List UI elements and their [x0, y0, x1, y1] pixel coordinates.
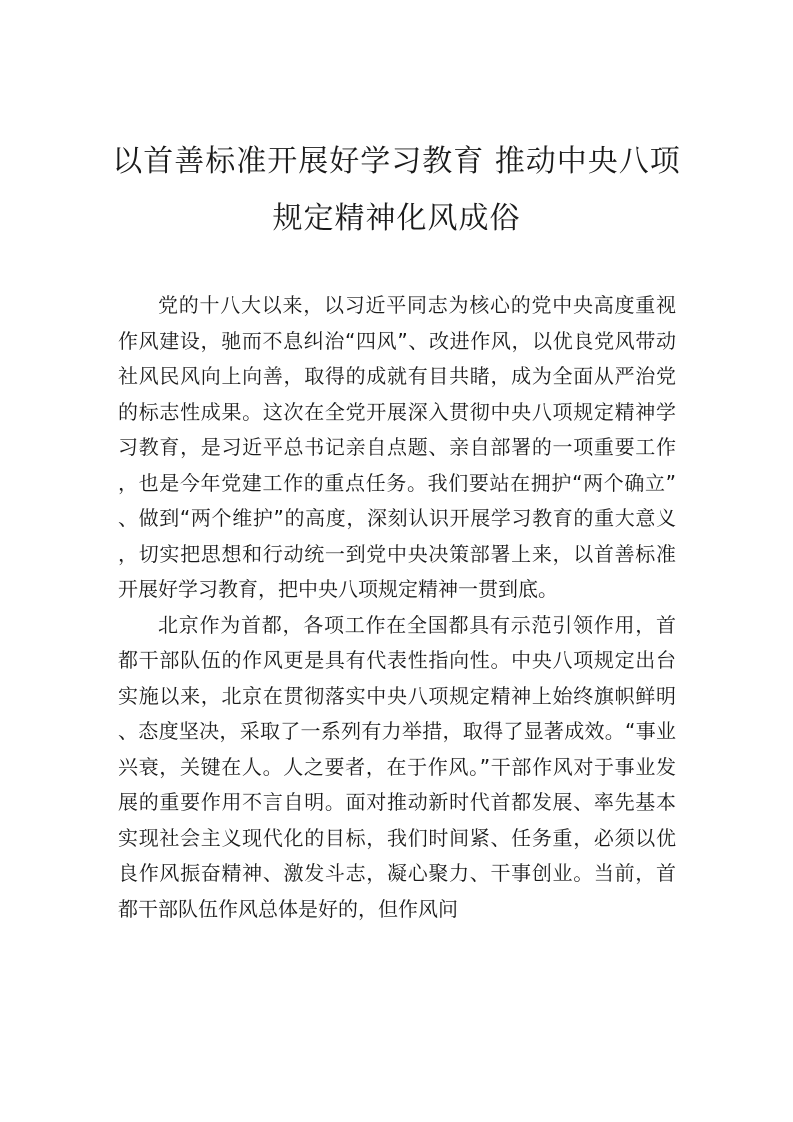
document-title-line-1: 以首善标准开展好学习教育 推动中央八项 [112, 144, 681, 179]
paragraph-2: 北京作为首都，各项工作在全国都具有示范引领作用，首都干部队伍的作风更是具有代表性指向性。中央八项规定出台实施以来，北京在贯彻落实中央八项规定精神上始终旗帜鲜明、态度坚决，采取了一系列有力举措，取得了显著成效。“事业兴衰，关键在人。人之要者，在于作风。”干部作风对于事业发展的重要作用不言自明。面对推动新时代首都发展、率先基本实现社会主义现代化的目标，我们时间紧、任务重，必须以优良作风振奋精神、激发斗志，凝心聚力、干事创业。当前，首都干部队伍作风总体是好的，但作风问 [118, 612, 676, 921]
document-body [118, 288, 676, 927]
paragraph-1: 党的十八大以来，以习近平同志为核心的党中央高度重视作风建设，驰而不息纠治“四风”、改进作风，以优良党风带动社风民风向上向善，取得的成就有目共睹，成为全面从严治党的标志性成果。这次在全党开展深入贯彻中央八项规定精神学习教育，是习近平总书记亲自点题、亲自部署的一项重要工作，也是今年党建工作的重点任务。我们要站在拥护“两个确立”、做到“两个维护”的高度，深刻认识开展学习教育的重大意义，切实把思想和行动统一到党中央决策部署上来，以首善标准开展好学习教育，把中央八项规定精神一贯到底。 [118, 293, 676, 601]
document-title-line-2: 规定精神化风成俗 [272, 201, 521, 236]
